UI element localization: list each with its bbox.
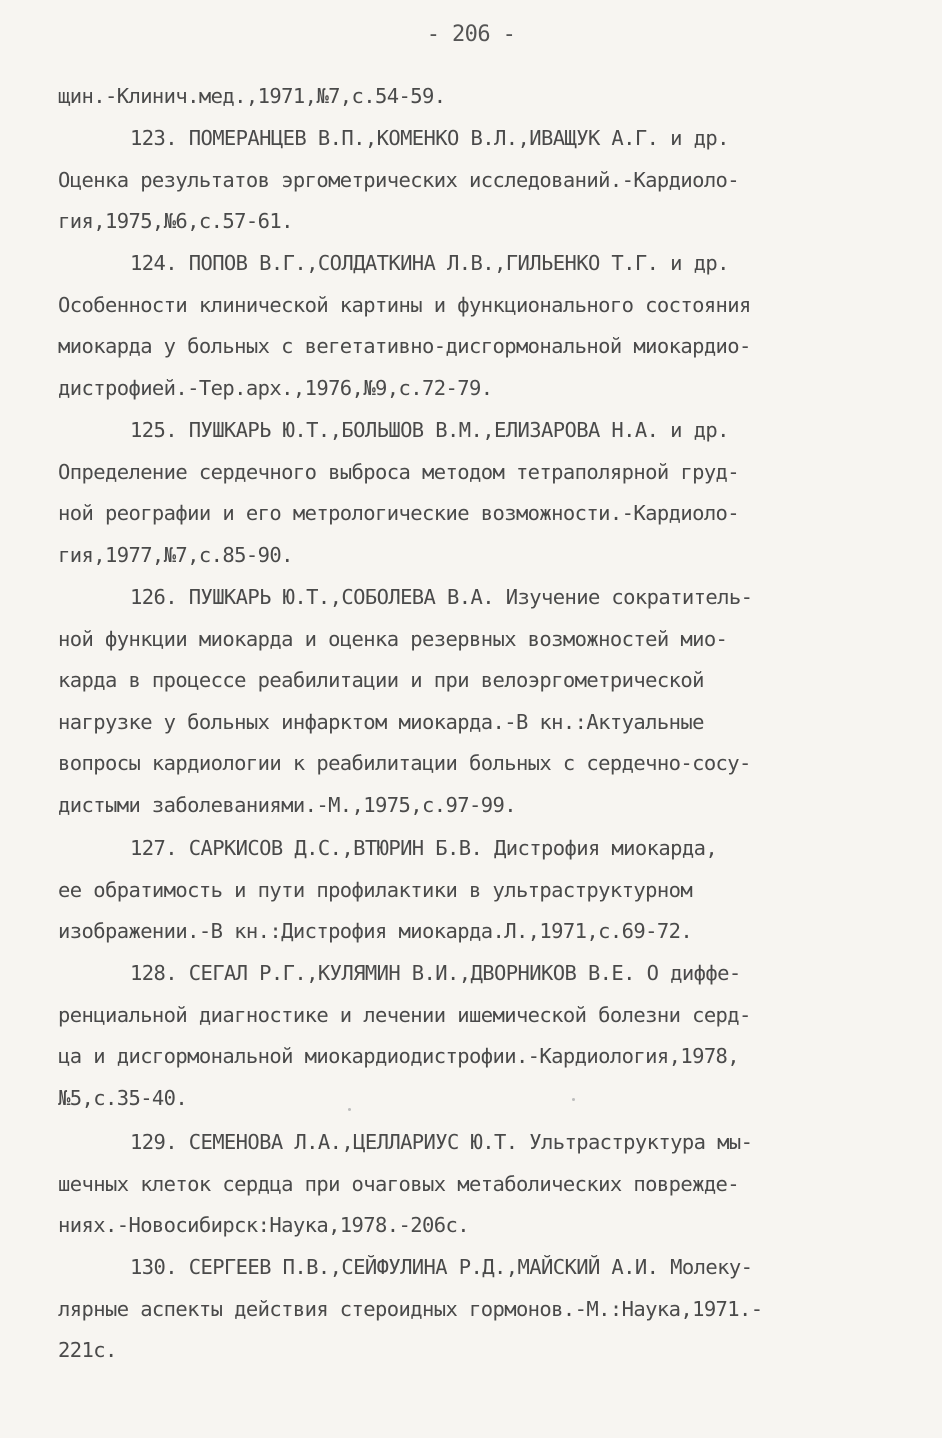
reference-line: вопросы кардиологии к реабилитации больных с сердечно-сосу-: [58, 751, 751, 776]
reference-entry-130: [58, 1247, 888, 1372]
reference-entry-129: [58, 1122, 888, 1247]
scan-speck: [572, 1098, 575, 1101]
reference-line: ниях.-Новосибирск:Наука,1978.-206с.: [58, 1213, 469, 1238]
reference-line: миокарда у больных с вегетативно-дисгормональной миокардио-: [58, 334, 751, 359]
reference-line: 124. ПОПОВ В.Г.,СОЛДАТКИНА Л.В.,ГИЛЬЕНКО Т.Г. и др.: [130, 251, 729, 275]
reference-entry-125: [58, 410, 888, 576]
reference-line: 130. СЕРГЕЕВ П.В.,СЕЙФУЛИНА Р.Д.,МАЙСКИЙ А.И. Молеку-: [130, 1255, 753, 1279]
reference-line: №5,с.35-40.: [58, 1085, 188, 1110]
scan-speck: [348, 1108, 351, 1111]
reference-line: щин.-Клинич.мед.,1971,№7,с.54-59.: [58, 84, 446, 108]
reference-continuation: [58, 76, 888, 118]
reference-line: дистрофией.-Тер.арх.,1976,№9,с.72-79.: [58, 375, 493, 400]
reference-line: Оценка результатов эргометрических исследований.-Кардиоло-: [58, 167, 740, 192]
reference-line: ца и дисгормональной миокардиодистрофии.-Кардиология,1978,: [58, 1044, 740, 1069]
reference-entry-127: [58, 828, 888, 953]
reference-line: ренциальной диагностике и лечении ишемической болезни серд-: [58, 1002, 751, 1027]
reference-line: гия,1977,№7,с.85-90.: [58, 542, 293, 567]
reference-entry-124: [58, 243, 888, 409]
reference-line: 126. ПУШКАРЬ Ю.Т.,СОБОЛЕВА В.А. Изучение сократитель-: [130, 585, 753, 609]
reference-line: шечных клеток сердца при очаговых метаболических поврежде-: [58, 1171, 740, 1196]
reference-line: ной функции миокарда и оценка резервных возможностей мио-: [58, 626, 728, 651]
reference-line: 127. САРКИСОВ Д.С.,ВТЮРИН Б.В. Дистрофия миокарда,: [130, 836, 718, 860]
page-number: - 206 -: [426, 22, 516, 47]
reference-line: дистыми заболеваниями.-М.,1975,с.97-99.: [58, 792, 516, 817]
reference-line: нагрузке у больных инфарктом миокарда.-В кн.:Актуальные: [58, 709, 704, 734]
reference-line: ной реографии и его метрологические возможности.-Кардиоло-: [58, 501, 740, 526]
reference-line: карда в процессе реабилитации и при велоэргометрической: [58, 668, 704, 693]
reference-line: лярные аспекты действия стероидных гормонов.-М.:Наука,1971.-: [58, 1296, 763, 1321]
reference-line: Определение сердечного выброса методом тетраполярной груд-: [58, 459, 740, 484]
reference-line: Особенности клинической картины и функционального состояния: [58, 292, 751, 317]
reference-entry-126: [58, 577, 888, 827]
reference-line: гия,1975,№6,с.57-61.: [58, 209, 293, 234]
reference-line: изображении.-В кн.:Дистрофия миокарда.Л.,1971,с.69-72.: [58, 919, 693, 944]
reference-line: ее обратимость и пути профилактики в ультраструктурном: [58, 877, 693, 902]
reference-line: 221с.: [58, 1338, 117, 1363]
reference-line: 123. ПОМЕРАНЦЕВ В.П.,КОМЕНКО В.Л.,ИВАЩУК А.Г. и др.: [130, 126, 729, 150]
reference-line: 129. СЕМЕНОВА Л.А.,ЦЕЛЛАРИУС Ю.Т. Ультраструктура мы-: [130, 1130, 753, 1154]
reference-line: 128. СЕГАЛ Р.Г.,КУЛЯМИН В.И.,ДВОРНИКОВ В.Е. О диффе-: [130, 961, 741, 985]
reference-entry-128: [58, 953, 888, 1119]
reference-entry-123: [58, 118, 888, 243]
reference-line: 125. ПУШКАРЬ Ю.Т.,БОЛЬШОВ В.М.,ЕЛИЗАРОВА Н.А. и др.: [130, 418, 729, 442]
